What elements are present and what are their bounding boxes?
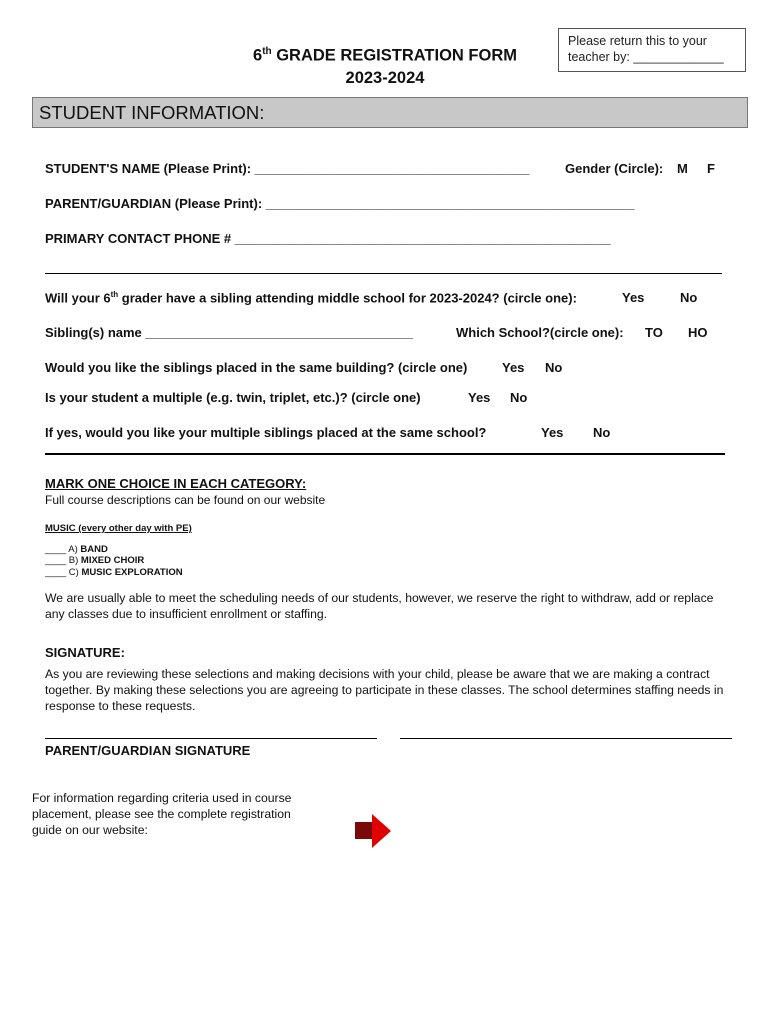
school-option-ho[interactable]: HO: [688, 325, 708, 340]
sibling-question-suffix: th: [110, 290, 119, 299]
info-note: For information regarding criteria used in course placement, please see the complete registration guide on our website:: [32, 791, 292, 837]
multiple-no[interactable]: No: [510, 390, 528, 405]
same-building-no[interactable]: No: [545, 360, 563, 375]
music-option-blank[interactable]: ____ A): [45, 544, 78, 555]
form-year: 2023-2024: [345, 69, 425, 87]
return-note-line1: Please return this to your: [568, 34, 707, 48]
right-arrow-icon[interactable]: [355, 822, 372, 839]
scheduling-note: We are usually able to meet the scheduling needs of our students, however, we reserve the right to withdraw, add or replace any classes due to insufficient enrollment or staffing.: [45, 591, 714, 621]
sibling-question-text-rest: grader have a sibling attending middle school for 2023-2024? (circle one):: [118, 290, 577, 306]
parent-guardian-field[interactable]: PARENT/GUARDIAN (Please Print): ___________________________________________________: [45, 196, 635, 211]
choices-heading: MARK ONE CHOICE IN EACH CATEGORY:: [45, 476, 307, 491]
gender-option-f[interactable]: F: [707, 161, 715, 176]
which-school-label: Which School?(circle one):: [456, 325, 624, 340]
music-option-exploration[interactable]: [45, 567, 183, 578]
gender-label: Gender (Circle):: [565, 161, 664, 176]
same-building-question: Would you like the siblings placed in the same building? (circle one): [45, 360, 468, 375]
form-title: [150, 46, 620, 66]
title-grade-number: 6: [253, 46, 263, 65]
gender-option-m[interactable]: M: [677, 161, 688, 176]
return-note-line2: teacher by: _____________: [568, 50, 724, 64]
parent-signature-label: PARENT/GUARDIAN SIGNATURE: [45, 743, 251, 758]
same-building-yes[interactable]: Yes: [502, 360, 525, 375]
sibling-option-yes[interactable]: Yes: [622, 290, 645, 305]
sibling-question: [45, 290, 577, 305]
music-option-choir[interactable]: [45, 555, 144, 566]
sibling-question-text: Will your 6: [45, 290, 111, 306]
section-student-information: STUDENT INFORMATION:: [32, 97, 748, 128]
music-heading: MUSIC (every other day with PE): [45, 523, 192, 534]
student-name-field[interactable]: STUDENT'S NAME (Please Print): ______________________________________: [45, 161, 530, 176]
music-option-blank[interactable]: ____ C): [45, 567, 79, 578]
signature-paragraph: As you are reviewing these selections and making decisions with your child, please be aware that we are making a contract together. By making these selections you are agreeing to participate in these classes. The school determines staffing needs in response to these requests.: [45, 667, 724, 713]
multiple-yes[interactable]: Yes: [468, 390, 491, 405]
choices-subtext: Full course descriptions can be found on our website: [45, 493, 326, 507]
sibling-name-field[interactable]: Sibling(s) name _____________________________________: [45, 325, 413, 340]
title-text: GRADE REGISTRATION FORM: [271, 46, 517, 65]
multiple-question: Is your student a multiple (e.g. twin, triplet, etc.)? (circle one): [45, 390, 421, 405]
date-signature-line[interactable]: [400, 738, 732, 739]
multiple-school-no[interactable]: No: [593, 425, 611, 440]
multiple-school-yes[interactable]: Yes: [541, 425, 564, 440]
divider-line: [45, 273, 722, 274]
multiple-school-question: If yes, would you like your multiple siblings placed at the same school?: [45, 425, 487, 440]
right-arrow-icon-shape: [355, 814, 391, 848]
music-option-label: MIXED CHOIR: [80, 555, 145, 566]
section-divider: [45, 453, 725, 455]
primary-phone-field[interactable]: PRIMARY CONTACT PHONE # ____________________________________________________: [45, 231, 611, 246]
school-option-to[interactable]: TO: [645, 325, 663, 340]
title-grade-suffix: th: [262, 46, 272, 57]
parent-signature-line[interactable]: [45, 738, 377, 739]
music-option-blank[interactable]: ____ B): [45, 555, 79, 566]
music-option-band[interactable]: [45, 544, 108, 555]
music-option-label: MUSIC EXPLORATION: [81, 567, 183, 578]
sibling-option-no[interactable]: No: [680, 290, 698, 305]
signature-heading: SIGNATURE:: [45, 645, 125, 660]
music-option-label: BAND: [80, 544, 108, 555]
